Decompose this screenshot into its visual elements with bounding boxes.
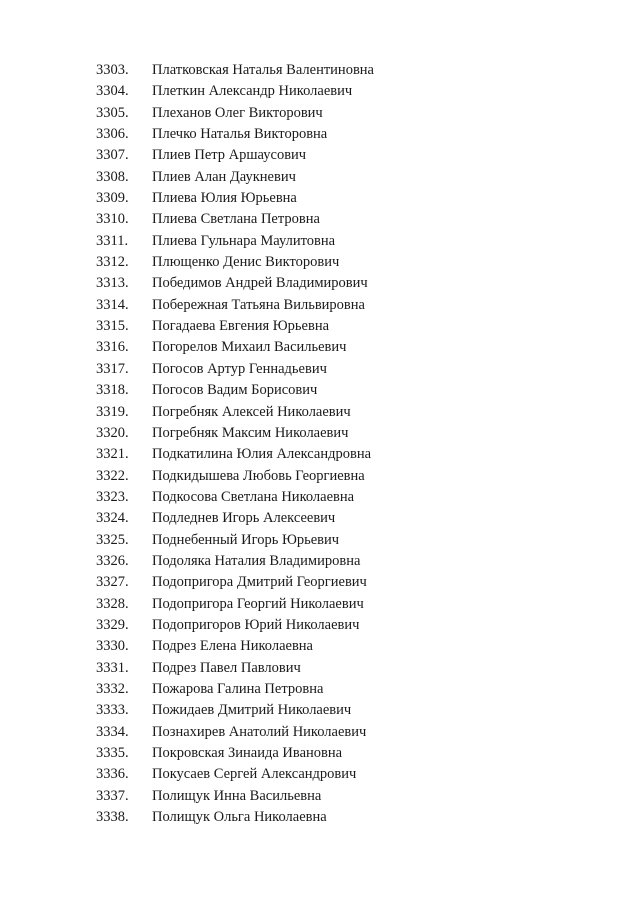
entry-full-name: Плиева Гульнара Маулитовна [152, 232, 336, 249]
entry-number: 3315. [96, 318, 129, 335]
entry-number: 3303. [96, 62, 129, 78]
entry-number: 3309. [96, 190, 129, 207]
entry-number: 3319. [96, 403, 129, 420]
entry-number: 3305. [96, 104, 129, 121]
entry-full-name: Пожарова Галина Петровна [152, 680, 324, 697]
entry-number: 3325. [96, 531, 129, 548]
entry-number: 3314. [96, 296, 129, 313]
entry-full-name: Плиева Юлия Юрьевна [152, 190, 297, 207]
entry-number: 3328. [96, 595, 129, 612]
list-item [96, 466, 374, 487]
entry-full-name: Плиев Петр Аршаусович [152, 147, 307, 164]
entry-full-name: Погосов Артур Геннадьевич [152, 360, 327, 377]
entry-number: 3334. [96, 723, 129, 740]
entry-full-name: Погорелов Михаил Васильевич [152, 339, 347, 356]
entry-full-name: Платковская Наталья Валентиновна [152, 62, 374, 78]
entry-number: 3323. [96, 488, 129, 505]
list-item [96, 402, 374, 423]
list-item [96, 807, 374, 828]
entry-full-name: Плиева Светлана Петровна [152, 211, 320, 228]
list-item [96, 337, 374, 358]
list-item [96, 167, 374, 188]
list-item [96, 295, 374, 316]
list-item [96, 103, 374, 124]
entry-number: 3326. [96, 552, 129, 569]
entry-full-name: Покровская Зинаида Ивановна [152, 745, 343, 761]
list-item [96, 231, 374, 252]
entry-number: 3310. [96, 211, 129, 228]
entry-number: 3304. [96, 83, 129, 100]
list-item [96, 615, 374, 636]
entry-number: 3307. [96, 147, 129, 164]
entry-full-name: Подрез Павел Павлович [152, 659, 301, 676]
list-item [96, 359, 374, 380]
list-item [96, 487, 374, 508]
list-item [96, 81, 374, 102]
numbered-name-list [96, 60, 374, 828]
entry-full-name: Победимов Андрей Владимирович [152, 275, 368, 292]
entry-number: 3318. [96, 382, 129, 399]
list-item [96, 380, 374, 401]
entry-number: 3338. [96, 809, 129, 826]
entry-number: 3322. [96, 467, 129, 484]
entry-full-name: Подопригора Георгий Николаевич [152, 595, 364, 612]
entry-full-name: Подопригоров Юрий Николаевич [152, 616, 360, 633]
entry-full-name: Подрез Елена Николаевна [152, 638, 313, 655]
entry-number: 3337. [96, 787, 129, 804]
entry-full-name: Подкосова Светлана Николаевна [152, 488, 355, 505]
list-item [96, 764, 374, 785]
list-item [96, 423, 374, 444]
entry-full-name: Погосов Вадим Борисович [152, 382, 318, 399]
entry-number: 3312. [96, 254, 129, 271]
entry-full-name: Плеткин Александр Николаевич [152, 83, 353, 100]
list-item [96, 679, 374, 700]
list-item [96, 700, 374, 721]
list-item [96, 273, 374, 294]
entry-number: 3321. [96, 446, 129, 463]
entry-full-name: Подопригора Дмитрий Георгиевич [152, 574, 367, 591]
entry-number: 3306. [96, 126, 129, 143]
entry-full-name: Плеханов Олег Викторович [152, 104, 323, 121]
entry-full-name: Погадаева Евгения Юрьевна [152, 318, 330, 335]
entry-full-name: Полищук Ольга Николаевна [152, 809, 327, 826]
list-item [96, 316, 374, 337]
list-item [96, 530, 374, 551]
list-item [96, 594, 374, 615]
entry-full-name: Погребняк Максим Николаевич [152, 424, 349, 441]
list-item [96, 444, 374, 465]
list-item [96, 572, 374, 593]
entry-number: 3313. [96, 275, 129, 292]
entry-number: 3308. [96, 168, 129, 185]
entry-full-name: Подоляка Наталия Владимировна [152, 552, 361, 569]
entry-full-name: Подкидышева Любовь Георгиевна [152, 467, 365, 484]
entry-number: 3332. [96, 680, 129, 697]
entry-number: 3311. [96, 232, 129, 249]
entry-number: 3327. [96, 574, 129, 591]
entry-full-name: Подледнев Игорь Алексеевич [152, 510, 336, 527]
list-item [96, 145, 374, 166]
entry-number: 3331. [96, 659, 129, 676]
entry-full-name: Полищук Инна Васильевна [152, 787, 322, 804]
entry-full-name: Пожидаев Дмитрий Николаевич [152, 702, 352, 719]
entry-number: 3320. [96, 424, 129, 441]
entry-full-name: Погребняк Алексей Николаевич [152, 403, 351, 420]
entry-number: 3317. [96, 360, 129, 377]
entry-full-name: Покусаев Сергей Александрович [152, 766, 357, 783]
list-item [96, 743, 374, 764]
list-item [96, 124, 374, 145]
entry-full-name: Познахирев Анатолий Николаевич [152, 723, 367, 740]
list-item [96, 60, 374, 81]
list-item [96, 209, 374, 230]
entry-number: 3329. [96, 616, 129, 633]
entry-full-name: Плиев Алан Даукневич [152, 168, 296, 185]
list-item [96, 508, 374, 529]
entry-full-name: Плечко Наталья Викторовна [152, 126, 328, 143]
entry-number: 3324. [96, 510, 129, 527]
entry-full-name: Поднебенный Игорь Юрьевич [152, 531, 340, 548]
list-item [96, 786, 374, 807]
list-item [96, 658, 374, 679]
entry-number: 3336. [96, 766, 129, 783]
list-item [96, 551, 374, 572]
entry-number: 3333. [96, 702, 129, 719]
list-item [96, 188, 374, 209]
entry-number: 3316. [96, 339, 129, 356]
list-item [96, 636, 374, 657]
entry-number: 3330. [96, 638, 129, 655]
list-item [96, 252, 374, 273]
list-item [96, 722, 374, 743]
entry-number: 3335. [96, 745, 129, 761]
entry-full-name: Побережная Татьяна Вильвировна [152, 296, 365, 313]
entry-full-name: Подкатилина Юлия Александровна [152, 446, 372, 463]
entry-full-name: Плющенко Денис Викторович [152, 254, 340, 271]
